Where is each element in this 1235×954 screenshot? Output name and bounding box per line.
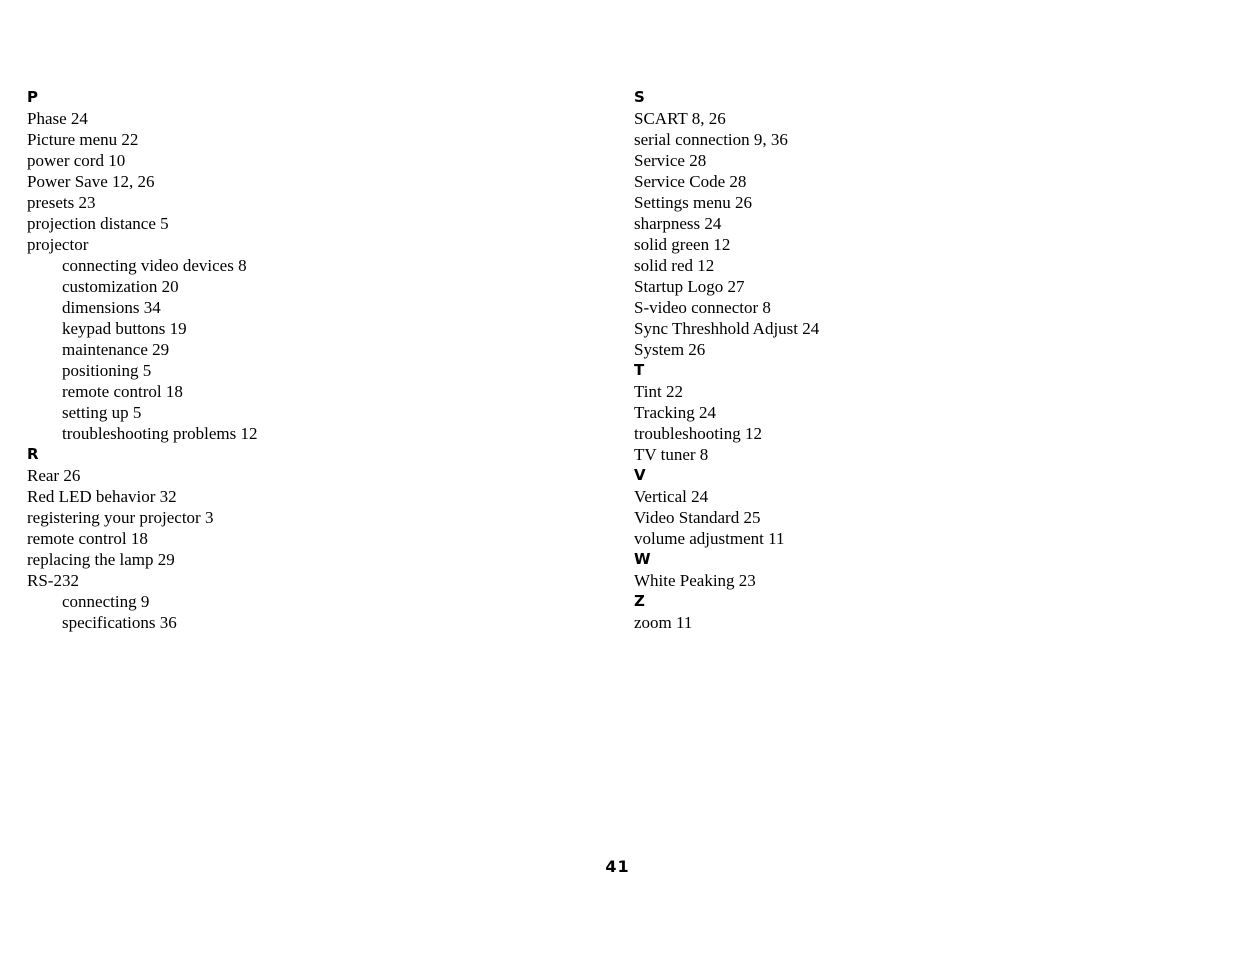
- index-entry: System 26: [634, 340, 706, 359]
- index-letter-heading: P: [27, 88, 38, 106]
- index-entry: S-video connector 8: [634, 298, 771, 317]
- index-entry: remote control 18: [27, 529, 148, 548]
- index-entry: Red LED behavior 32: [27, 487, 177, 506]
- index-letter-heading: R: [27, 445, 39, 463]
- index-entry: TV tuner 8: [634, 445, 709, 464]
- index-letter-heading: Z: [634, 592, 645, 610]
- index-entry: Settings menu 26: [634, 193, 753, 212]
- index-entry: serial connection 9, 36: [634, 130, 788, 149]
- index-entry: registering your projector 3: [27, 508, 214, 527]
- index-entry: Tint 22: [634, 382, 683, 401]
- index-entry: Video Standard 25: [634, 508, 761, 527]
- index-entry: Service Code 28: [634, 172, 747, 191]
- index-entry: presets 23: [27, 193, 96, 212]
- index-subentry: dimensions 34: [62, 298, 161, 317]
- index-entry: Power Save 12, 26: [27, 172, 155, 191]
- index-subentry: positioning 5: [62, 361, 152, 380]
- index-entry: Rear 26: [27, 466, 81, 485]
- index-entry: Sync Threshhold Adjust 24: [634, 319, 820, 338]
- index-subentry: specifications 36: [62, 613, 177, 632]
- index-letter-heading: T: [634, 361, 645, 379]
- index-letter-heading: V: [634, 466, 646, 484]
- index-entry: Vertical 24: [634, 487, 709, 506]
- index-entry: replacing the lamp 29: [27, 550, 175, 569]
- index-subentry: connecting 9: [62, 592, 150, 611]
- index-subentry: connecting video devices 8: [62, 256, 247, 275]
- index-entry: solid green 12: [634, 235, 731, 254]
- index-column-left: [27, 87, 587, 633]
- index-entry: SCART 8, 26: [634, 109, 726, 128]
- index-subentry: setting up 5: [62, 403, 142, 422]
- index-column-right: [634, 87, 1194, 633]
- index-letter-heading: S: [634, 88, 645, 106]
- index-entry: volume adjustment 11: [634, 529, 785, 548]
- index-entry: solid red 12: [634, 256, 715, 275]
- index-entry: Startup Logo 27: [634, 277, 745, 296]
- index-subentry: keypad buttons 19: [62, 319, 187, 338]
- index-entry: Tracking 24: [634, 403, 717, 422]
- index-entry: Phase 24: [27, 109, 88, 128]
- index-letter-heading: W: [634, 550, 651, 568]
- index-entry: Picture menu 22: [27, 130, 139, 149]
- index-entry: projector: [27, 235, 89, 254]
- index-entry: White Peaking 23: [634, 571, 756, 590]
- index-subentry: maintenance 29: [62, 340, 170, 359]
- index-entry: sharpness 24: [634, 214, 722, 233]
- index-entry: projection distance 5: [27, 214, 169, 233]
- index-subentry: troubleshooting problems 12: [62, 424, 258, 443]
- index-subentry: customization 20: [62, 277, 179, 296]
- index-subentry: remote control 18: [62, 382, 183, 401]
- page-number: 41: [605, 857, 630, 876]
- index-entry: troubleshooting 12: [634, 424, 762, 443]
- index-entry: RS-232: [27, 571, 79, 590]
- index-entry: zoom 11: [634, 613, 693, 632]
- index-entry: Service 28: [634, 151, 707, 170]
- index-entry: power cord 10: [27, 151, 126, 170]
